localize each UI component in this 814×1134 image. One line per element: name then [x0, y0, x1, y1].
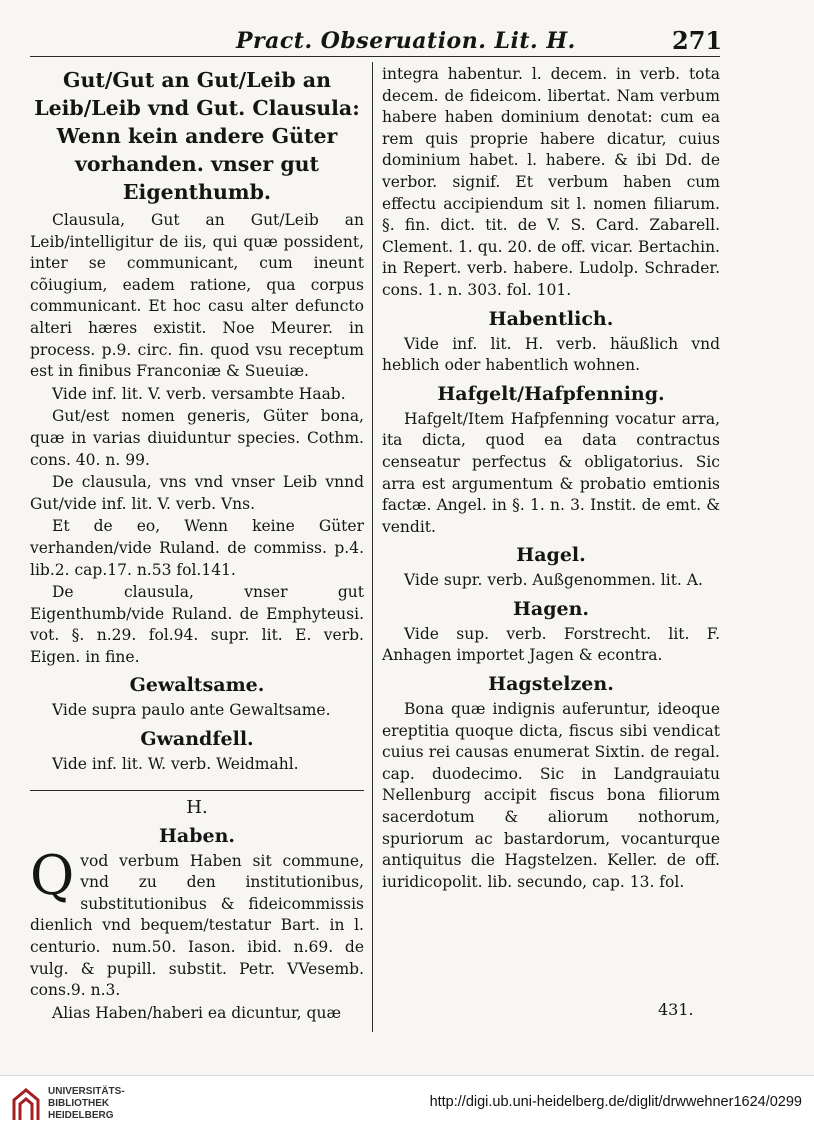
entry-text: Vide sup. verb. Forstrecht. lit. F. Anhagen importet Jagen & econtra. — [382, 624, 720, 665]
paragraph: De clausula, vns vnd vnser Leib vnnd Gut/vide inf. lit. V. verb. Vns. — [30, 473, 364, 513]
right-column — [382, 64, 720, 894]
header-rule — [30, 56, 720, 57]
paragraph: De clausula, vnser gut Eigenthumb/vide Ruland. de Emphyteusi. vot. §. n.29. fol.94. supr. lit. E. verb. Eigen. in fine. — [30, 583, 364, 666]
page-number: 271 — [672, 26, 723, 55]
section-letter: H. — [186, 796, 208, 818]
logo-line: BIBLIOTHEK — [48, 1098, 110, 1109]
footer-bar — [0, 1075, 814, 1134]
entry-text: Vide supra paulo ante Gewaltsame. — [52, 701, 331, 720]
paragraph: Vide inf. lit. V. verb. versambte Haab. — [52, 384, 346, 403]
headword-hagstelzen: Hagstelzen. — [488, 673, 614, 696]
logo-line: HEIDELBERG — [48, 1110, 114, 1121]
paragraph: Et de eo, Wenn keine Güter verhanden/vide Ruland. de commiss. p.4. lib.2. cap.17. n.53 fol.141. — [30, 517, 364, 579]
headword-hagen: Hagen. — [512, 597, 590, 620]
logo-line: UNIVERSITÄTS- — [48, 1086, 125, 1097]
headword-gewaltsame: Gewaltsame. — [129, 674, 265, 697]
paragraph: Clausula, Gut an Gut/Leib an Leib/intelligitur de iis, qui quæ possident, inter se communicant, cum ineunt cõiugium, eadem ratione, qua corpus communicant. Et hoc casu alter defuncto alteri hæres existit. Noe Meurer. in process. p.9. circ. fin. quod vsu receptum est in finibus Franconiæ & Sueuiæ. — [30, 211, 364, 381]
entry-heading-gut: Gut/Gut an Gut/Leib an Leib/Leib vnd Gut. Clausula: Wenn kein andere Güter vorhanden. vnser gut Eigenthumb. — [34, 68, 360, 204]
entry-text: Bona quæ indignis auferuntur, ideoque ereptitia quoque dicta, fiscus sibi vendicat cuius rei causas enumerat Sixtin. de regal. cap. duodecimo. Sic in Landgrauiatu Nellenburg accipit fiscus bona filiorum sacerdotum & aliorum nothorum, spuriorum ac bastardorum, vocanturque antiquitus die Hagstelzen. Keller. de off. iuridicopolit. lib. secundo, cap. 13. fol. — [382, 700, 720, 891]
headword-hafgelt: Hafgelt/Hafpfenning. — [437, 382, 665, 405]
continuation-paragraph: integra habentur. l. decem. in verb. tota decem. de fideicom. libertat. Nam verbum habere haben dominium denotat: cum ea rem quis proprie habere dicatur, cuius dominium habet. l. habere. & ibi Dd. de verbor. signif. Et verbum haben cum effectu accipiendum sit l. nomen filiarum. §. fin. dict. tit. de V. S. Card. Zabarell. Clement. 1. qu. 20. de off. vicar. Bertachin. in Repert. verb. habere. Ludolp. Schrader. cons. 1. n. 303. fol. 101. — [382, 65, 720, 299]
entry-text: Vide inf. lit. W. verb. Weidmahl. — [52, 755, 299, 774]
library-logo-icon — [10, 1086, 42, 1122]
catchword: 431. — [658, 1000, 694, 1019]
entry-text: Vide supr. verb. Außgenommen. lit. A. — [404, 571, 703, 590]
headword-haben: Haben. — [158, 824, 236, 847]
library-logo-text — [48, 1086, 125, 1122]
entry-text: Vide inf. lit. H. verb. häußlich vnd heblich oder habentlich wohnen. — [382, 334, 720, 375]
headword-gwandfell: Gwandfell. — [140, 728, 254, 751]
section-rule — [30, 790, 364, 791]
permalink-url[interactable]: http://digi.ub.uni-heidelberg.de/diglit/drwwehner1624/0299 — [429, 1094, 802, 1110]
column-divider — [372, 62, 373, 1032]
paragraph: Gut/est nomen generis, Güter bona, quæ in varias diuiduntur species. Cothm. cons. 40. n. 99. — [30, 407, 364, 469]
entry-text: Hafgelt/Item Hafpfenning vocatur arra, ita dicta, quod ea data contractus censeatur perfectus & obligatorius. Sic arra est argumentum & probatio emtionis factæ. Angel. in §. 1. n. 3. Instit. de emt. & vendit. — [382, 409, 720, 536]
drop-cap: Q — [30, 843, 75, 907]
headword-hagel: Hagel. — [516, 544, 586, 567]
running-head: Pract. Obseruation. Lit. H. — [236, 28, 576, 54]
headword-habentlich: Habentlich. — [488, 307, 614, 330]
haben-entry — [30, 843, 364, 1002]
left-column — [30, 64, 364, 1025]
paragraph: Alias Haben/haberi ea dicuntur, quæ — [52, 1003, 342, 1022]
paragraph: vod verbum Haben sit commune, vnd zu den institutionibus, substitutionibus & fideicommissis dienlich vnd bequem/testatur Bart. in l. centurio. num.50. Iason. ibid. n.69. de vulg. & pupill. substit. Petr. VVesemb. cons.9. n.3. — [30, 851, 364, 1000]
